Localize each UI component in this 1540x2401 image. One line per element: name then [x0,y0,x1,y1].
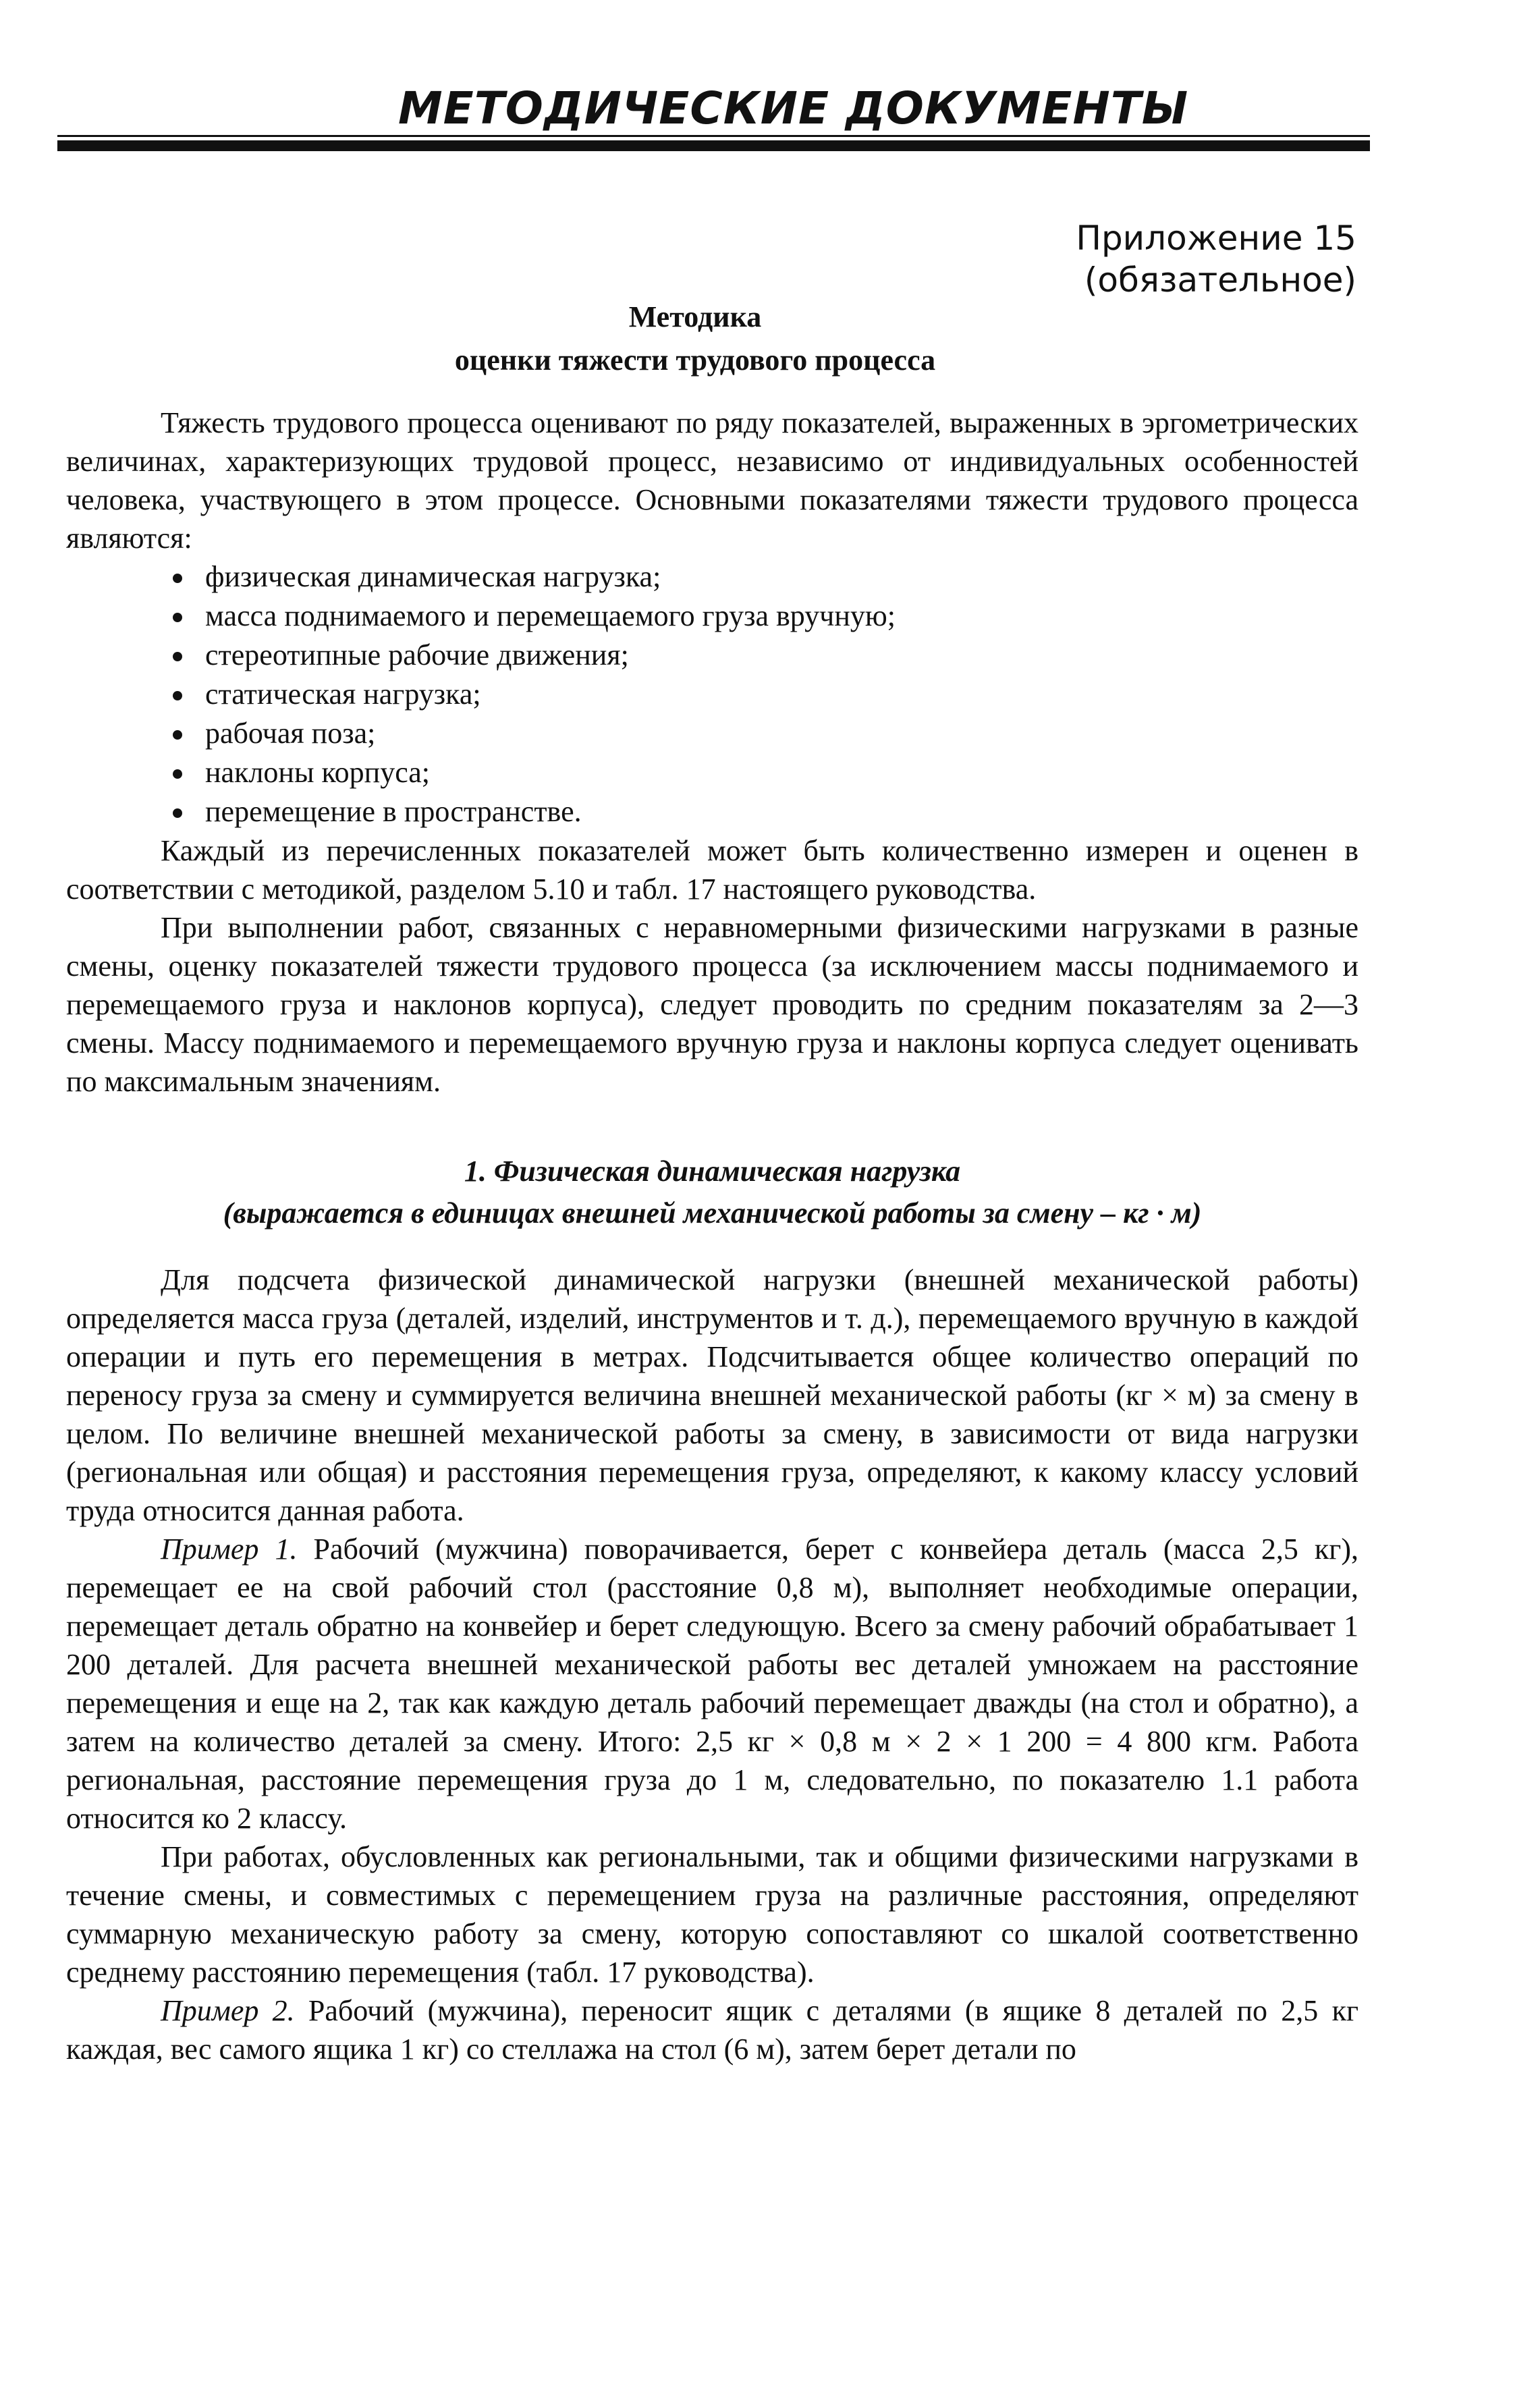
list-item: стереотипные рабочие движения; [66,636,1358,675]
document-title-line1: Методика [628,300,762,333]
intro-block [66,404,1358,1101]
document-title [162,296,1228,382]
section-paragraph-1: Для подсчета физической динамической нагрузки (внешней механической работы) определяется масса груза (деталей, изделий, инструментов и т. д.), перемещаемого вручную в каждой операции и путь его перемещения в метрах. Подсчитывается общее количество операций по переносу груза за смену и суммируется величина внешней механической работы (кг × м) за смену в целом. По величине внешней механической работы за смену, в зависимости от вида нагрузки (региональная или общая) и расстояния перемещения груза, определяют, к какому классу условий труда относится данная работа. [66,1263,1358,1527]
bullet-icon [173,769,182,779]
list-item: статическая нагрузка; [66,675,1358,714]
uneven-load-paragraph: При выполнении работ, связанных с неравномерными физическими нагрузками в разные смены, оценку показателей тяжести трудового процесса (за исключением массы поднимаемого и перемещаемого груза и наклонов корпуса), следует проводить по средним показателям за 2—3 смены. Массу поднимаемого и перемещаемого вручную груза и наклоны корпуса следует оценивать по максимальным значениям. [66,911,1358,1098]
bullet-icon [173,691,182,700]
bullet-icon [173,652,182,661]
list-item: рабочая поза; [66,714,1358,753]
measure-paragraph: Каждый из перечисленных показателей может быть количественно измерен и оценен в соответствии с методикой, разделом 5.10 и табл. 17 настоящего руководства. [66,834,1358,906]
example-1-paragraph [66,1530,1358,1838]
list-item: наклоны корпуса; [66,753,1358,792]
indicator-list [66,557,1358,831]
example-2-label: Пример 2. [161,1994,295,2027]
section-subtitle: (выражается в единицах внешней механической работы за смену – кг · м) [223,1196,1202,1230]
section-heading [66,1151,1358,1234]
document-title-line2: оценки тяжести трудового процесса [454,343,936,377]
section-title: 1. Физическая динамическая нагрузка [464,1155,961,1188]
appendix-status: (обязательное) [1084,260,1356,300]
running-header-title: МЕТОДИЧЕСКИЕ ДОКУМЕНТЫ [398,82,1189,134]
example-2-text: Рабочий (мужчина), переносит ящик с деталями (в ящике 8 деталей по 2,5 кг каждая, вес самого ящика 1 кг) со стеллажа на стол (6 м), затем берет детали по [66,1994,1358,2066]
bullet-icon [173,808,182,818]
header-rule [57,140,1370,151]
list-item: масса поднимаемого и перемещаемого груза вручную; [66,597,1358,636]
example-1-label: Пример 1. [161,1533,298,1566]
appendix-label-block [1076,217,1356,301]
bullet-icon [173,613,182,622]
section-paragraph-2: При работах, обусловленных как региональными, так и общими физическими нагрузками в течение смены, и совместимых с перемещением груза на различные расстояния, определяют суммарную механическую работу за смену, которую сопоставляют со шкалой соответственно среднему расстоянию перемещения (табл. 17 руководства). [66,1840,1358,1989]
header-rule-thin [57,135,1370,137]
appendix-number: Приложение 15 [1076,219,1356,258]
intro-paragraph: Тяжесть трудового процесса оценивают по ряду показателей, выраженных в эргометрических величинах, характеризующих трудовой процесс, независимо от индивидуальных особенностей человека, участвующего в этом процессе. Основными показателями тяжести трудового процесса являются: [66,406,1358,555]
list-item: перемещение в пространстве. [66,792,1358,831]
example-1-text: Рабочий (мужчина) поворачивается, берет с конвейера деталь (масса 2,5 кг), перемещает ее на свой рабочий стол (расстояние 0,8 м), выполняет необходимые операции, перемещает деталь обратно на конвейер и берет следующую. Всего за смену рабочий обрабатывает 1 200 деталей. Для расчета внешней механической работы вес деталей умножаем на расстояние перемещения и еще на 2, так как каждую деталь рабочий перемещает дважды (на стол и обратно), а затем на количество деталей за смену. Итого: 2,5 кг × 0,8 м × 2 × 1 200 = 4 800 кгм. Работа региональная, расстояние перемещения груза до 1 м, следовательно, по показателю 1.1 работа относится ко 2 классу. [66,1533,1358,1835]
section-body [66,1261,1358,2068]
example-2-paragraph [66,1991,1358,2068]
bullet-icon [173,574,182,583]
bullet-icon [173,730,182,740]
list-item: физическая динамическая нагрузка; [66,557,1358,597]
